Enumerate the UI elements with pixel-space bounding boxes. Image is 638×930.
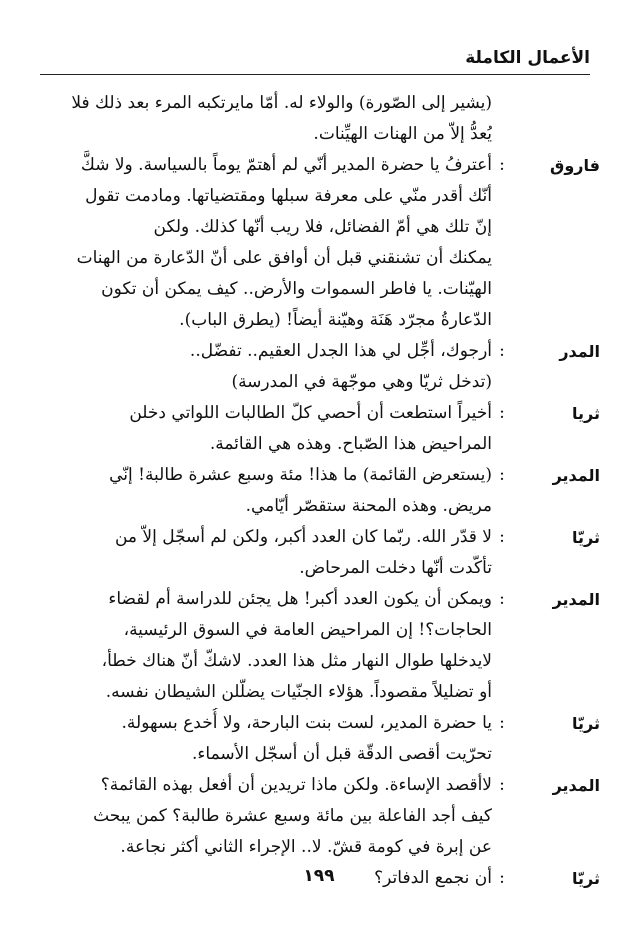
page-number: ١٩٩ [303, 866, 335, 886]
text-line: يا حضرة المدير، لست بنت البارحة، ولا أُخدع بسهولة. [121, 713, 492, 733]
text-line: يمكنك أن تشنقني قبل أن أوافق على أنّ الدّعارة من الهنات [76, 248, 492, 268]
speaker-name: المدير [552, 590, 600, 609]
dialogue-text [40, 460, 492, 522]
speaker-colon: : [499, 527, 505, 547]
text-line: إنّ تلك هي أمّ الفضائل، فلا ريب أنّها كذلك. ولكن [153, 217, 492, 237]
dialogue-entry [40, 770, 600, 863]
dialogue-text [40, 770, 492, 863]
text-line: أو تضليلاً مقصوداً. هؤلاء الجنّيات يضلّلن الشيطان نفسه. [105, 682, 492, 702]
text-line: الهيّنات. يا فاطر السموات والأرض.. كيف يمكن أن تكون [101, 279, 492, 299]
page-header [40, 40, 590, 75]
dialogue-text [40, 88, 492, 150]
dialogue-text [40, 522, 492, 584]
text-line: لايدخلها طوال النهار مثل هذا العدد. لاشكّ أنّ هناك خطأ، [101, 651, 492, 671]
speaker-name: فاروق [550, 156, 600, 175]
speaker-name: المدير [552, 776, 600, 795]
dialogue-text [40, 584, 492, 708]
speaker-colon: : [499, 868, 505, 888]
text-line: (تدخل ثريّا وهي موجّهة في المدرسة) [231, 372, 492, 392]
dialogue-entry [40, 398, 600, 460]
speaker-colon: : [499, 465, 505, 485]
speaker-colon: : [499, 713, 505, 733]
text-line: تأكّدت أنّها دخلت المرحاض. [299, 558, 492, 578]
text-line: لاأقصد الإساءة. ولكن ماذا تريدين أن أفعل بهذه القائمة؟ [100, 775, 492, 795]
text-line: أخيراً استطعت أن أحصي كلّ الطالبات اللواتي دخلن [129, 403, 492, 423]
text-line: أعترفُ يا حضرة المدير أنّي لم أهتمّ يوماً بالسياسة. ولا شكَّ [80, 155, 492, 175]
book-title: الأعمال الكاملة [465, 48, 590, 68]
text-line: لا قدّر الله. ربّما كان العدد أكبر، ولكن لم أسجّل إلاّ من [114, 527, 492, 547]
speaker-name: المدر [559, 342, 600, 361]
speaker-colon: : [499, 775, 505, 795]
dialogue-entry [40, 150, 600, 336]
text-line: كيف أجد الفاعلة بين مائة وسبع عشرة طالبة؟ كمن يبحث [93, 806, 492, 826]
text-line: (يشير إلى الصّورة) والولاء له. أمّا مايرتكبه المرء بعد ذلك فلا [71, 93, 492, 113]
dialogue-entry [40, 460, 600, 522]
speaker-name: ثريا [572, 404, 600, 423]
dialogue-entry [40, 584, 600, 708]
text-line: الحاجات؟! إن المراحيض العامة في السوق الرئيسية، [123, 620, 492, 640]
text-line: تحرّيت أقصى الدقّة قبل أن أسجّل الأسماء. [192, 744, 492, 764]
dialogue-entry [40, 522, 600, 584]
text-line: يُعدُّ إلاّ من الهنات الهيِّنات. [313, 124, 492, 144]
speaker-colon: : [499, 341, 505, 361]
text-line: أرجوك، أجِّل لي هذا الجدل العقيم.. تفضّل.. [189, 341, 492, 361]
speaker-name: ثريّا [572, 869, 600, 888]
dialogue-entry [40, 88, 600, 150]
speaker-colon: : [499, 589, 505, 609]
text-line: الدّعارةُ مجرّد هَنَة وهيّنة أيضاً! (يطرق الباب). [179, 310, 492, 330]
speaker-colon: : [499, 155, 505, 175]
text-line: ويمكن أن يكون العدد أكبر! هل يجئن للدراسة أم لقضاء [108, 589, 492, 609]
dialogue-text [40, 398, 492, 460]
dialogue-text [40, 336, 492, 398]
text-line: (يستعرض القائمة) ما هذا! مئة وسبع عشرة طالبة! إنّي [109, 465, 492, 485]
dialogue-entry [40, 336, 600, 398]
text-line: المراحيض هذا الصّباح. وهذه هي القائمة. [209, 434, 492, 454]
speaker-name: ثريّا [572, 528, 600, 547]
speaker-colon: : [499, 403, 505, 423]
text-line: مريض. وهذه المحنة ستقصّر أيّامي. [245, 496, 492, 516]
text-line: أنّك أقدر منّي على معرفة سبلها ومقتضياتها. ومادمت تقول [85, 186, 492, 206]
dialogue-entry [40, 708, 600, 770]
dialogue-text [40, 708, 492, 770]
speaker-name: ثريّا [572, 714, 600, 733]
speaker-name: المدير [552, 466, 600, 485]
text-line: عن إبرة في كومة قشّ. لا.. الإجراء الثاني أكثر نجاعة. [120, 837, 492, 857]
text-line: أن نجمع الدفاتر؟ [374, 868, 492, 888]
dialogue-text [40, 150, 492, 336]
